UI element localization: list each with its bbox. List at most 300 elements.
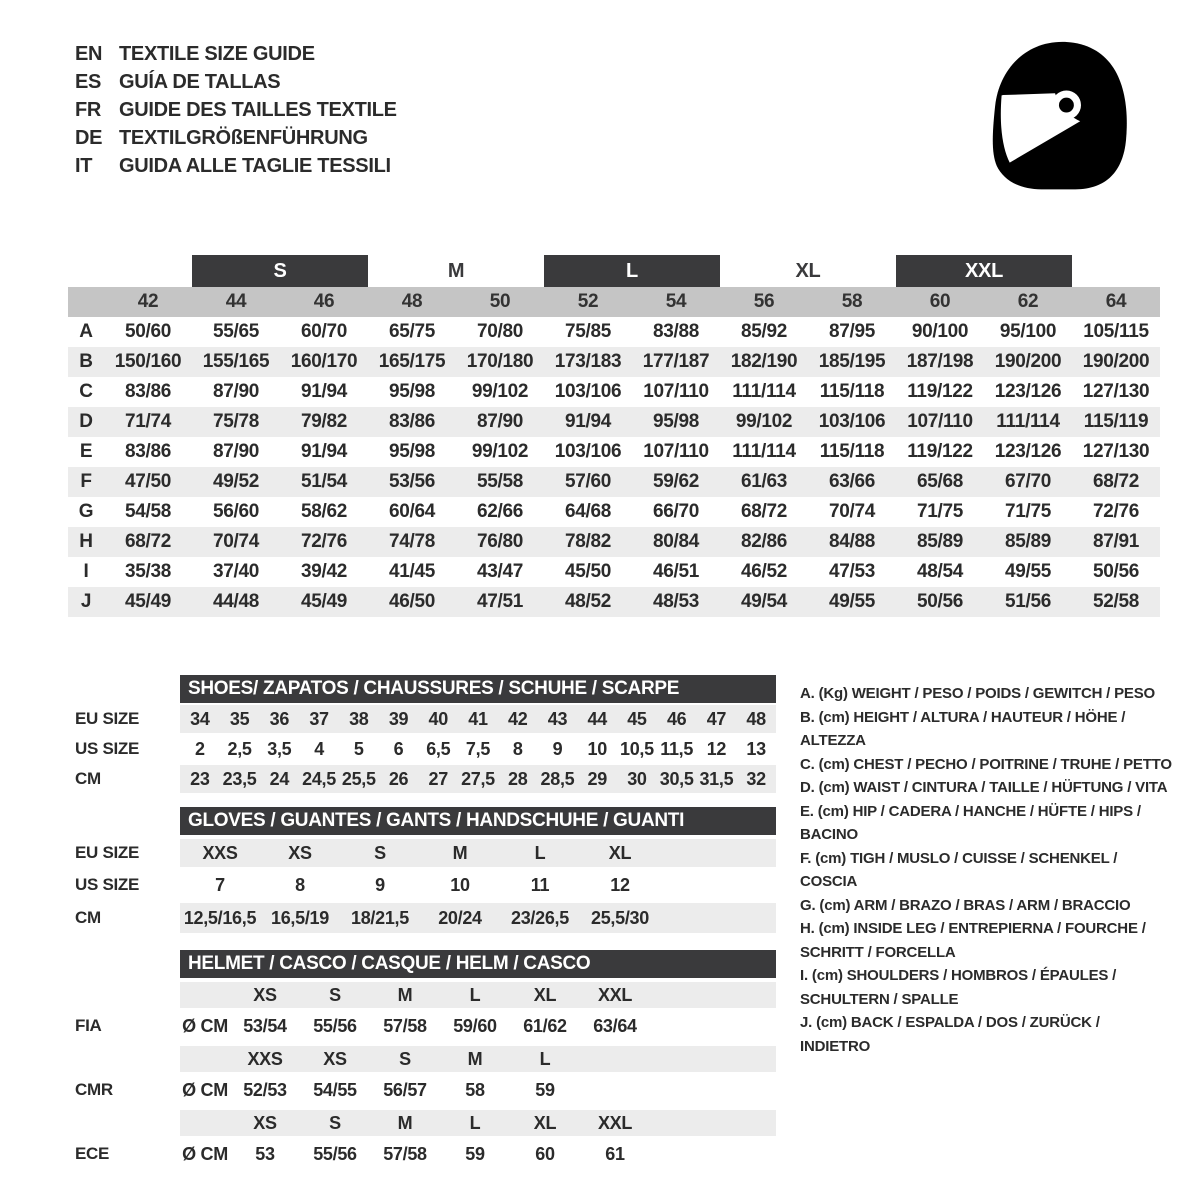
row-letter: J bbox=[80, 591, 92, 612]
measurement-row-d bbox=[68, 407, 1160, 437]
size-value: 83/86 bbox=[124, 381, 172, 402]
size-value: 62/66 bbox=[476, 501, 524, 522]
size-value: 71/74 bbox=[124, 411, 172, 432]
size-value: 72/76 bbox=[300, 531, 348, 552]
value-cell: 26 bbox=[388, 769, 409, 789]
gloves-section bbox=[68, 807, 780, 939]
value-cell: 44 bbox=[587, 709, 607, 729]
size-value: 185/195 bbox=[818, 351, 886, 372]
size-value: 72/76 bbox=[1092, 501, 1140, 522]
row-filler bbox=[660, 839, 776, 867]
size-value: 57/60 bbox=[564, 471, 612, 492]
size-number: 60 bbox=[929, 291, 951, 312]
size-value: 63/66 bbox=[828, 471, 876, 492]
size-value: 127/130 bbox=[1082, 441, 1150, 462]
size-group-xxl: XXL bbox=[896, 255, 1072, 287]
value-cell: 48 bbox=[746, 709, 766, 729]
size-value: 50/56 bbox=[1092, 561, 1140, 582]
size-value: 155/165 bbox=[202, 351, 270, 372]
language-code: IT bbox=[75, 155, 93, 177]
value-cell: 47 bbox=[706, 709, 727, 729]
size-value: 55/58 bbox=[476, 471, 524, 492]
value-cell: 12 bbox=[610, 875, 630, 895]
value-cell: 9 bbox=[552, 739, 563, 759]
shoes-row bbox=[68, 765, 776, 793]
size-value: 99/102 bbox=[471, 381, 529, 402]
size-label: XXL bbox=[597, 1113, 633, 1133]
value-cell: 10 bbox=[587, 739, 607, 759]
size-value: 78/82 bbox=[564, 531, 612, 552]
size-value: 37/40 bbox=[212, 561, 260, 582]
size-value: 173/183 bbox=[554, 351, 622, 372]
gloves-row bbox=[68, 871, 776, 899]
gloves-row bbox=[68, 903, 776, 933]
size-number: 52 bbox=[577, 291, 599, 312]
size-value: 51/54 bbox=[300, 471, 348, 492]
language-label: GUIDA ALLE TAGLIE TESSILI bbox=[119, 155, 391, 177]
size-label: XS bbox=[253, 985, 277, 1005]
row-letter: H bbox=[79, 531, 93, 552]
value-cell: 32 bbox=[746, 769, 766, 789]
language-code: ES bbox=[75, 71, 102, 93]
value-cell: 13 bbox=[746, 739, 766, 759]
size-number: 42 bbox=[137, 291, 159, 312]
size-value: 47/51 bbox=[476, 591, 524, 612]
size-value: 70/74 bbox=[828, 501, 876, 522]
shoes-row bbox=[68, 705, 776, 733]
language-code: DE bbox=[75, 127, 103, 149]
size-value: 48/52 bbox=[564, 591, 612, 612]
language-label: TEXTILE SIZE GUIDE bbox=[119, 43, 315, 65]
size-value: 123/126 bbox=[994, 381, 1062, 402]
size-value: 111/114 bbox=[996, 411, 1060, 432]
value-cell: 57/58 bbox=[383, 1144, 427, 1164]
size-value: 83/88 bbox=[652, 321, 700, 342]
value-cell: 8 bbox=[512, 739, 523, 759]
size-value: 103/106 bbox=[554, 381, 622, 402]
language-row bbox=[75, 40, 397, 68]
size-value: 58/62 bbox=[300, 501, 348, 522]
size-value: 74/78 bbox=[388, 531, 436, 552]
size-label bbox=[580, 1046, 650, 1072]
legend-item: H. (cm) INSIDE LEG / ENTREPIERNA / FOURCHE / SCHRITT / FORCELLA bbox=[800, 920, 1146, 961]
unit-spacer bbox=[180, 982, 230, 1008]
size-label: S bbox=[329, 985, 341, 1005]
size-group-s: S bbox=[192, 255, 368, 287]
size-value: 75/78 bbox=[212, 411, 260, 432]
value-cell: 34 bbox=[190, 709, 210, 729]
size-value: 85/89 bbox=[916, 531, 964, 552]
row-filler bbox=[650, 1046, 776, 1072]
size-value: 111/114 bbox=[732, 381, 796, 402]
size-value: 182/190 bbox=[730, 351, 798, 372]
size-value: 160/170 bbox=[290, 351, 358, 372]
size-value: 47/50 bbox=[124, 471, 172, 492]
size-value: 119/122 bbox=[907, 381, 973, 402]
value-cell: 59/60 bbox=[453, 1016, 497, 1036]
size-value: 107/110 bbox=[643, 381, 709, 402]
size-value: 190/200 bbox=[1082, 351, 1150, 372]
size-value: 105/115 bbox=[1083, 321, 1149, 342]
value-cell: 43 bbox=[547, 709, 568, 729]
value-cell: 56/57 bbox=[383, 1080, 427, 1100]
size-value: 87/90 bbox=[212, 381, 260, 402]
size-value: 95/100 bbox=[999, 321, 1057, 342]
value-cell: 27,5 bbox=[461, 769, 495, 789]
value-cell: 54/55 bbox=[313, 1080, 357, 1100]
size-value: 49/54 bbox=[740, 591, 788, 612]
size-value: 87/91 bbox=[1092, 531, 1140, 552]
size-value: 123/126 bbox=[994, 441, 1062, 462]
value-cell: 10 bbox=[450, 875, 470, 895]
language-label: GUIDE DES TAILLES TEXTILE bbox=[119, 99, 397, 121]
value-cell: 42 bbox=[508, 709, 528, 729]
value-cell: 28,5 bbox=[540, 769, 575, 789]
measurement-row-b bbox=[68, 347, 1160, 377]
size-value: 150/160 bbox=[114, 351, 182, 372]
size-number: 56 bbox=[753, 291, 775, 312]
size-value: 55/65 bbox=[212, 321, 260, 342]
size-value: 50/60 bbox=[124, 321, 172, 342]
value-cell: L bbox=[534, 843, 546, 863]
row-filler bbox=[660, 871, 776, 899]
row-label: EU SIZE bbox=[75, 843, 140, 862]
row-filler bbox=[650, 1110, 776, 1136]
language-label: GUÍA DE TALLAS bbox=[119, 71, 281, 93]
size-value: 80/84 bbox=[652, 531, 700, 552]
size-value: 49/52 bbox=[212, 471, 260, 492]
value-cell: 9 bbox=[375, 875, 385, 895]
size-value: 87/95 bbox=[828, 321, 876, 342]
size-value: 127/130 bbox=[1082, 381, 1150, 402]
value-cell: 63/64 bbox=[593, 1016, 637, 1036]
size-value: 95/98 bbox=[652, 411, 700, 432]
size-value: 52/58 bbox=[1092, 591, 1140, 612]
value-cell: 36 bbox=[269, 709, 290, 729]
size-value: 82/86 bbox=[740, 531, 788, 552]
row-letter: B bbox=[79, 351, 93, 372]
row-letter: E bbox=[79, 441, 93, 462]
value-cell: 10,5 bbox=[620, 739, 654, 759]
helmet-value-row-ece bbox=[68, 1138, 776, 1170]
value-cell: 11 bbox=[530, 875, 550, 895]
row-letter: A bbox=[79, 321, 93, 342]
shoes-section bbox=[68, 675, 780, 795]
size-label: XS bbox=[323, 1049, 347, 1069]
unit-cell: Ø CM bbox=[182, 1080, 228, 1100]
size-value: 99/102 bbox=[471, 441, 529, 462]
value-cell: XL bbox=[608, 843, 632, 863]
size-value: 85/89 bbox=[1004, 531, 1052, 552]
helmet-value-row-fia bbox=[68, 1010, 776, 1042]
value-cell: M bbox=[452, 843, 468, 863]
value-cell: 59 bbox=[535, 1080, 555, 1100]
size-value: 64/68 bbox=[564, 501, 612, 522]
value-cell: 25,5 bbox=[341, 769, 376, 789]
size-value: 187/198 bbox=[906, 351, 974, 372]
size-value: 111/114 bbox=[732, 441, 796, 462]
visor-pivot-inner bbox=[1059, 98, 1074, 113]
legend-item: C. (cm) CHEST / PECHO / POITRINE / TRUHE / PETTO bbox=[800, 755, 1172, 773]
value-cell: 2,5 bbox=[227, 739, 252, 759]
language-list bbox=[75, 40, 397, 180]
size-value: 45/49 bbox=[300, 591, 348, 612]
size-value: 43/47 bbox=[476, 561, 524, 582]
value-cell: 53 bbox=[255, 1144, 275, 1164]
size-value: 45/50 bbox=[564, 561, 612, 582]
language-label: TEXTILGRÖßENFÜHRUNG bbox=[119, 127, 368, 149]
size-group-m: M bbox=[447, 260, 465, 282]
value-cell: 23/26,5 bbox=[511, 908, 569, 928]
size-value: 39/42 bbox=[300, 561, 348, 582]
value-cell: 20/24 bbox=[438, 908, 482, 928]
measurement-row-c bbox=[68, 377, 1160, 407]
size-value: 71/75 bbox=[916, 501, 964, 522]
value-cell bbox=[580, 1074, 650, 1106]
value-cell: 59 bbox=[465, 1144, 485, 1164]
band-spacer bbox=[68, 287, 104, 317]
size-value: 47/53 bbox=[828, 561, 876, 582]
size-value: 76/80 bbox=[476, 531, 524, 552]
size-number: 44 bbox=[225, 291, 247, 312]
language-code: EN bbox=[75, 43, 103, 65]
value-cell: 61/62 bbox=[523, 1016, 567, 1036]
row-label bbox=[68, 1110, 180, 1136]
size-value: 87/90 bbox=[212, 441, 260, 462]
size-value: 107/110 bbox=[643, 441, 709, 462]
value-cell: 8 bbox=[295, 875, 305, 895]
size-label: XXL bbox=[597, 985, 633, 1005]
size-value: 115/118 bbox=[819, 441, 885, 462]
measurement-row-h bbox=[68, 527, 1160, 557]
helmet-size-row-ece bbox=[68, 1110, 776, 1136]
row-filler bbox=[660, 903, 776, 933]
size-number: 50 bbox=[489, 291, 511, 312]
legend-item: A. (Kg) WEIGHT / PESO / POIDS / GEWITCH / PESO bbox=[800, 685, 1155, 702]
helmet-section-title: HELMET / CASCO / CASQUE / HELM / CASCO bbox=[180, 950, 776, 978]
row-letter: G bbox=[78, 501, 94, 522]
value-cell: 2 bbox=[195, 739, 205, 759]
shoes-row bbox=[68, 735, 776, 763]
size-value: 95/98 bbox=[388, 441, 436, 462]
value-cell: 45 bbox=[627, 709, 647, 729]
legend-item: I. (cm) SHOULDERS / HOMBROS / ÉPAULES / SCHULTERN / SPALLE bbox=[800, 967, 1117, 1008]
value-cell: 18/21,5 bbox=[351, 908, 409, 928]
size-label: L bbox=[469, 1113, 481, 1133]
size-value: 84/88 bbox=[828, 531, 876, 552]
value-cell: 29 bbox=[587, 769, 607, 789]
unit-spacer bbox=[180, 1046, 230, 1072]
size-label: M bbox=[467, 1049, 483, 1069]
value-cell: 11,5 bbox=[660, 739, 694, 759]
size-label: M bbox=[397, 1113, 413, 1133]
row-label: US SIZE bbox=[75, 875, 140, 894]
value-cell: 6 bbox=[393, 739, 404, 759]
row-letter: D bbox=[79, 411, 93, 432]
measurement-row-a bbox=[68, 317, 1160, 347]
value-cell: 12,5/16,5 bbox=[183, 908, 257, 928]
size-value: 68/72 bbox=[1092, 471, 1140, 492]
size-number: 58 bbox=[841, 291, 863, 312]
value-cell: 30,5 bbox=[659, 769, 694, 789]
size-label: S bbox=[399, 1049, 411, 1069]
size-value: 177/187 bbox=[642, 351, 710, 372]
size-value: 190/200 bbox=[994, 351, 1062, 372]
value-cell: 31,5 bbox=[699, 769, 734, 789]
size-value: 41/45 bbox=[388, 561, 436, 582]
value-cell: 40 bbox=[428, 709, 448, 729]
row-letter: I bbox=[83, 561, 89, 582]
value-cell: 25,5/30 bbox=[591, 908, 649, 928]
size-value: 103/106 bbox=[554, 441, 622, 462]
legend-item: D. (cm) WAIST / CINTURA / TAILLE / HÜFTUNG / VITA bbox=[800, 779, 1168, 796]
value-cell: 60 bbox=[535, 1144, 555, 1164]
size-value: 99/102 bbox=[735, 411, 793, 432]
measurement-legend bbox=[800, 682, 1172, 1058]
size-value: 53/56 bbox=[388, 471, 436, 492]
size-value: 54/58 bbox=[124, 501, 172, 522]
size-group-l: L bbox=[544, 255, 720, 287]
standard-label: FIA bbox=[75, 1016, 102, 1035]
size-value: 95/98 bbox=[388, 381, 436, 402]
size-value: 60/64 bbox=[388, 501, 436, 522]
value-cell: 52/53 bbox=[243, 1080, 287, 1100]
size-value: 115/119 bbox=[1083, 411, 1149, 432]
size-value: 75/85 bbox=[564, 321, 612, 342]
language-row bbox=[75, 96, 397, 124]
size-value: 46/50 bbox=[388, 591, 436, 612]
size-label: S bbox=[329, 1113, 341, 1133]
row-letter: F bbox=[80, 471, 92, 492]
value-cell: XXS bbox=[202, 843, 238, 863]
size-value: 46/52 bbox=[740, 561, 788, 582]
helmet-rows bbox=[68, 982, 780, 1170]
gloves-rows bbox=[68, 839, 780, 933]
value-cell: 28 bbox=[508, 769, 528, 789]
value-cell: 24 bbox=[269, 769, 290, 789]
size-number: 48 bbox=[401, 291, 423, 312]
size-label: XL bbox=[533, 985, 557, 1005]
value-cell: 53/54 bbox=[243, 1016, 287, 1036]
size-value: 48/54 bbox=[916, 561, 964, 582]
size-label: XXS bbox=[247, 1049, 283, 1069]
size-group-header-row bbox=[68, 255, 1160, 287]
size-value: 83/86 bbox=[388, 411, 436, 432]
size-value: 91/94 bbox=[300, 381, 348, 402]
value-cell: 4 bbox=[314, 739, 324, 759]
size-value: 115/118 bbox=[819, 381, 885, 402]
size-value: 60/70 bbox=[300, 321, 348, 342]
size-value: 103/106 bbox=[818, 411, 886, 432]
size-label: L bbox=[539, 1049, 551, 1069]
measurement-row-e bbox=[68, 437, 1160, 467]
value-cell: 5 bbox=[353, 739, 364, 759]
size-value: 119/122 bbox=[907, 441, 973, 462]
unit-cell: Ø CM bbox=[182, 1144, 228, 1164]
size-value: 50/56 bbox=[916, 591, 964, 612]
language-row bbox=[75, 68, 397, 96]
size-number-band bbox=[68, 287, 1160, 317]
measurement-row-f bbox=[68, 467, 1160, 497]
size-value: 46/51 bbox=[652, 561, 700, 582]
value-cell: 7 bbox=[215, 875, 225, 895]
value-cell: 58 bbox=[465, 1080, 485, 1100]
row-label: EU SIZE bbox=[75, 709, 140, 728]
value-cell: 3,5 bbox=[267, 739, 292, 759]
size-number: 62 bbox=[1017, 291, 1039, 312]
value-cell: 12 bbox=[706, 739, 727, 759]
language-row bbox=[75, 124, 397, 152]
language-row bbox=[75, 152, 397, 180]
size-value: 66/70 bbox=[652, 501, 700, 522]
value-cell: S bbox=[374, 843, 386, 863]
size-value: 56/60 bbox=[212, 501, 260, 522]
legend-item: E. (cm) HIP / CADERA / HANCHE / HÜFTE / HIPS / BACINO bbox=[800, 802, 1141, 843]
size-value: 85/92 bbox=[740, 321, 788, 342]
size-value: 65/68 bbox=[916, 471, 964, 492]
size-value: 51/56 bbox=[1004, 591, 1052, 612]
size-value: 67/70 bbox=[1004, 471, 1052, 492]
main-size-table bbox=[68, 255, 1160, 617]
size-value: 90/100 bbox=[911, 321, 969, 342]
value-cell: 23 bbox=[190, 769, 210, 789]
size-value: 68/72 bbox=[124, 531, 172, 552]
size-value: 170/180 bbox=[466, 351, 534, 372]
value-cell: 30 bbox=[627, 769, 647, 789]
standard-label: ECE bbox=[75, 1144, 110, 1163]
language-code: FR bbox=[75, 99, 102, 121]
size-label: XS bbox=[253, 1113, 277, 1133]
size-value: 49/55 bbox=[828, 591, 876, 612]
size-value: 91/94 bbox=[300, 441, 348, 462]
measurement-row-j bbox=[68, 587, 1160, 617]
value-cell: 61 bbox=[605, 1144, 625, 1164]
gloves-section-title: GLOVES / GUANTES / GANTS / HANDSCHUHE / GUANTI bbox=[180, 807, 776, 835]
unit-cell: Ø CM bbox=[182, 1016, 228, 1036]
row-label bbox=[68, 1046, 180, 1072]
row-label: CM bbox=[75, 908, 101, 927]
legend-item: F. (cm) TIGH / MUSLO / CUISSE / SCHENKEL / COSCIA bbox=[800, 849, 1118, 890]
value-cell: 24,5 bbox=[302, 769, 336, 789]
value-cell: 55/56 bbox=[313, 1144, 357, 1164]
value-cell: XS bbox=[288, 843, 312, 863]
size-value: 70/74 bbox=[212, 531, 260, 552]
standard-label: CMR bbox=[75, 1080, 113, 1099]
value-cell: 38 bbox=[349, 709, 369, 729]
unit-spacer bbox=[180, 1110, 230, 1136]
value-cell: 35 bbox=[229, 709, 250, 729]
racing-helmet-icon bbox=[975, 33, 1140, 195]
value-cell: 16,5/19 bbox=[271, 908, 329, 928]
size-number: 46 bbox=[313, 291, 335, 312]
size-value: 44/48 bbox=[212, 591, 260, 612]
value-cell: 55/56 bbox=[313, 1016, 357, 1036]
size-value: 91/94 bbox=[564, 411, 612, 432]
value-cell: 7,5 bbox=[465, 739, 491, 759]
size-value: 65/75 bbox=[388, 321, 436, 342]
row-letter: C bbox=[79, 381, 93, 402]
size-group-xl: XL bbox=[795, 260, 821, 282]
size-number: 64 bbox=[1105, 291, 1127, 312]
size-label: L bbox=[469, 985, 481, 1005]
measurement-row-g bbox=[68, 497, 1160, 527]
size-label: M bbox=[397, 985, 413, 1005]
size-value: 45/49 bbox=[124, 591, 172, 612]
measurement-row-i bbox=[68, 557, 1160, 587]
shoes-section-title: SHOES/ ZAPATOS / CHAUSSURES / SCHUHE / SCARPE bbox=[180, 675, 776, 703]
helmet-section bbox=[68, 950, 780, 1174]
size-value: 107/110 bbox=[907, 411, 973, 432]
